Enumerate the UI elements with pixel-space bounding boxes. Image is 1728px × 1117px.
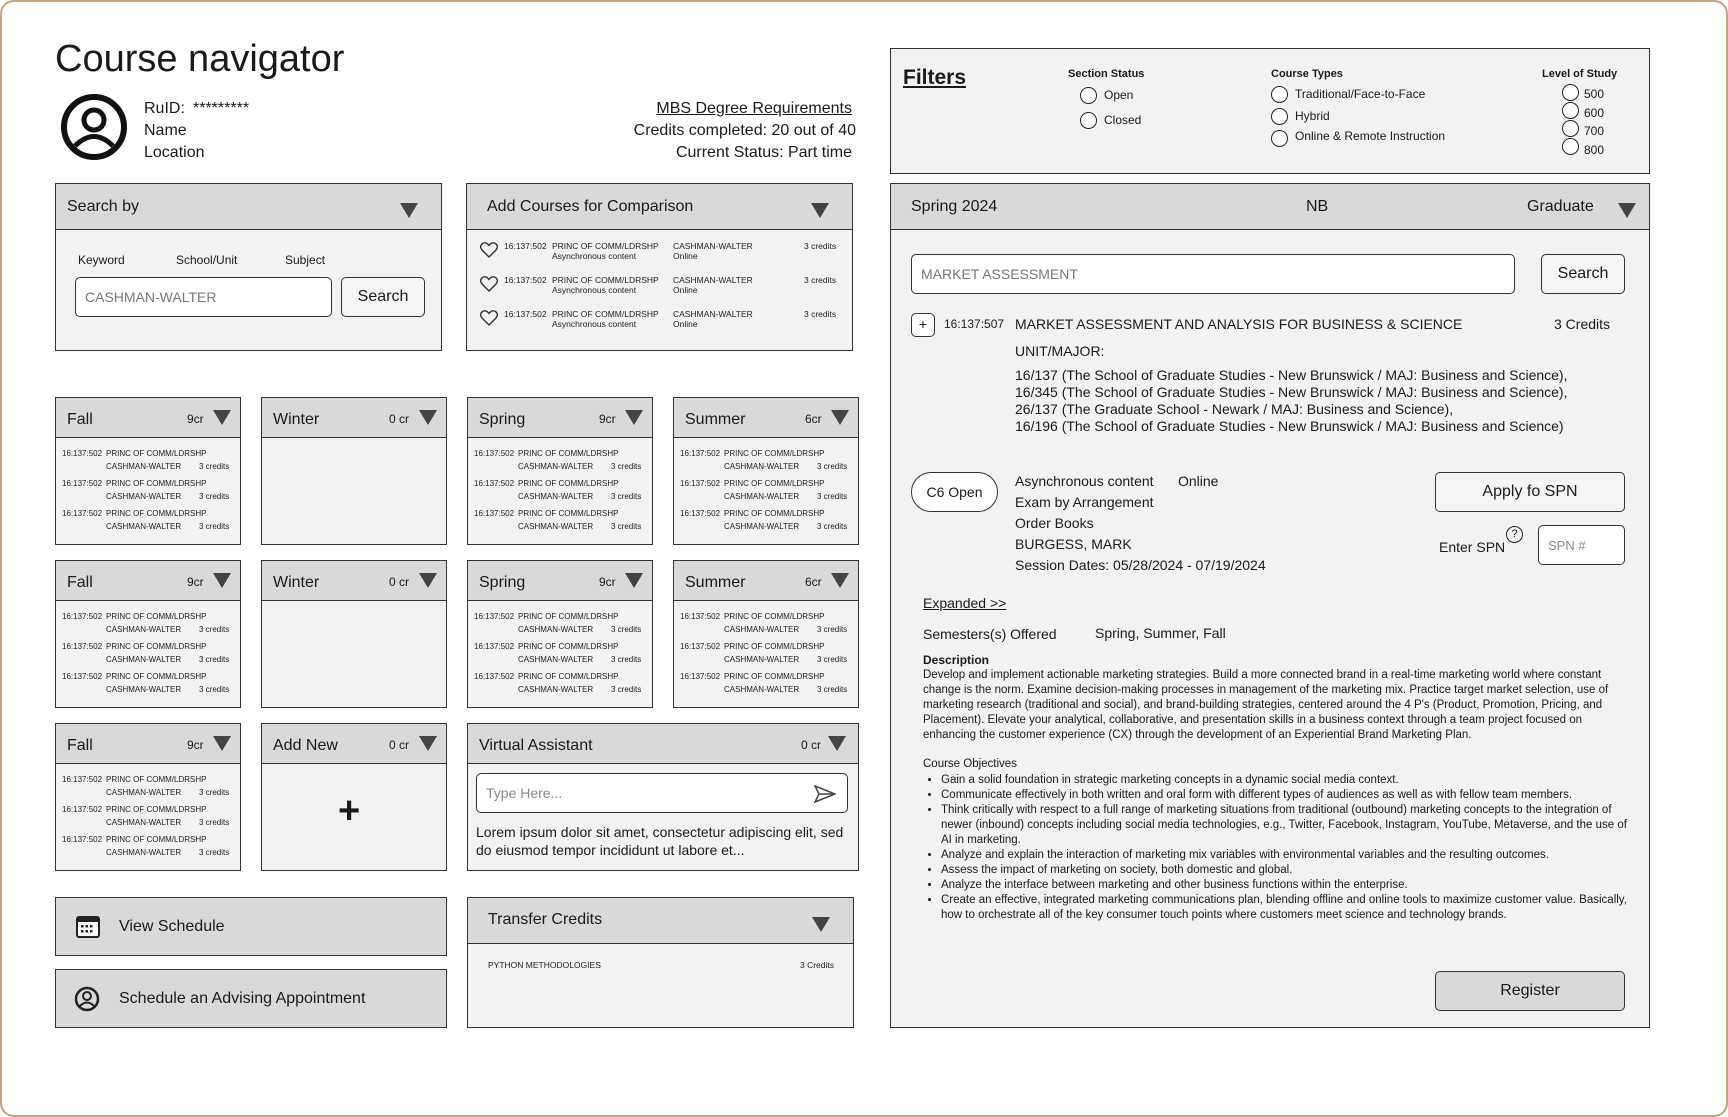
course-name: PRINC OF COMM/LDRSHP [518,479,619,488]
course-name: PRINC OF COMM/LDRSHP [518,612,619,621]
comparison-title: Add Courses for Comparison [487,198,694,215]
chevron-down-icon[interactable] [213,736,231,751]
course-instructor: CASHMAN-WALTER [673,309,753,319]
course-name: PRINC OF COMM/LDRSHP [724,509,825,518]
course-name: PRINC OF COMM/LDRSHP [552,241,659,251]
heart-icon[interactable] [480,276,498,292]
semester-course-item[interactable] [56,835,240,861]
assistant-header [468,724,858,764]
semester-card-spring [467,560,653,708]
radio-hybrid[interactable] [1271,108,1288,125]
chevron-down-icon[interactable] [1618,203,1636,218]
radio-open[interactable] [1080,87,1097,104]
course-instructor: CASHMAN-WALTER [518,522,594,531]
semester-course-item[interactable] [56,672,240,698]
unit-item: 16/196 (The School of Graduate Studies - New Brunswick / MAJ: Business and Science) [1015,418,1564,434]
objectives-list [923,773,1631,923]
course-name: PRINC OF COMM/LDRSHP [518,672,619,681]
chevron-down-icon[interactable] [213,410,231,425]
semester-course-item[interactable] [56,775,240,801]
campus-label: NB [1306,198,1329,215]
radio-level-600-label: 600 [1584,106,1605,120]
semester-course-item[interactable] [674,479,858,505]
course-credits: 3 credits [199,522,230,531]
objective-item: • Think critically with respect to a full range of marketing situations from traditional (outbound) marketing concepts to the integration of newer (inbound) concepts including social media technologies, e.g., Twitter, Facebook, Instagram, YouTube, Metaverse, and the use of AI in marketing. [941,803,1631,848]
radio-online-label: Online & Remote Instruction [1295,129,1446,143]
course-code: 16:137:502 [680,449,721,458]
radio-hybrid-label: Hybrid [1295,109,1330,123]
semester-course-item[interactable] [674,509,858,535]
transfer-title: Transfer Credits [488,911,603,928]
apply-spn-button[interactable]: Apply fo SPN [1435,472,1625,512]
credits-completed: Credits completed: 20 out of 40 [633,122,856,139]
semester-credits: 9cr [187,575,204,589]
course-credits: 3 credits [611,462,642,471]
semester-course-item[interactable] [468,509,652,535]
description-text: Develop and implement actionable marketing strategies. Build a more connected brand in a real-time marketing world where constant change is the norm. Examine decision-making processes in management of the marketing mix. Practice target market selection, use of marketing research (traditional and social), and brand-building strategies, centered around the 4 P's (Product, Promotion, Pricing, and Placement). Elevate your analytical, collaborative, and presentation skills in a business context through a team project focused on enhancing the customer experience (CX) through the development of an Experiential Brand Marketing Plan. [923,669,1609,741]
course-name: PRINC OF COMM/LDRSHP [518,642,619,651]
course-instructor: CASHMAN-WALTER [106,625,182,634]
course-name: PRINC OF COMM/LDRSHP [106,835,207,844]
course-code: 16:137:502 [62,775,103,784]
user-circle-icon [74,986,100,1012]
course-credits: 3 Credits [1554,316,1611,332]
course-code: 16:137:502 [504,241,547,251]
level-label: Graduate [1527,198,1594,215]
course-name: PRINC OF COMM/LDRSHP [106,642,207,651]
semester-course-item[interactable] [56,612,240,638]
assistant-message: Lorem ipsum dolor sit amet, consectetur adipiscing elit, sed do eiusmod tempor incididunt ut labore et... [476,824,844,858]
course-name: PRINC OF COMM/LDRSHP [106,612,207,621]
course-instructor: CASHMAN-WALTER [106,788,182,797]
course-credits: 3 credits [199,818,230,827]
detail-header[interactable] [891,184,1649,230]
exam-info: Exam by Arrangement [1015,494,1154,510]
radio-level-600[interactable] [1562,102,1579,119]
course-instructor: CASHMAN-WALTER [724,655,800,664]
course-credits: 3 credits [199,492,230,501]
course-credits: 3 credits [817,462,848,471]
semester-course-item[interactable] [674,672,858,698]
course-search-input[interactable]: MARKET ASSESSMENT [911,254,1515,294]
course-credits: 3 credits [804,309,837,319]
course-name: PRINC OF COMM/LDRSHP [106,479,207,488]
semester-card-spring [467,397,653,545]
semester-card-winter [261,397,447,545]
radio-level-500-label: 500 [1584,87,1605,101]
course-delivery: Online [673,319,698,329]
course-credits: 3 credits [817,625,848,634]
course-instructor: CASHMAN-WALTER [724,522,800,531]
course-credits: 3 credits [804,275,837,285]
semester-course-item[interactable] [56,479,240,505]
add-new-header [262,724,446,764]
course-code: 16:137:502 [474,449,515,458]
help-icon[interactable]: ? [1506,526,1523,543]
tab-subject[interactable]: Subject [285,253,326,267]
comparison-item[interactable] [467,240,852,270]
course-search-button[interactable]: Search [1541,254,1625,294]
semester-name: Fall [67,411,93,428]
course-credits: 3 credits [611,522,642,531]
semester-card-summer [673,397,859,545]
semester-credits: 9cr [187,412,204,426]
course-code: 16:137:502 [680,479,721,488]
calendar-icon [76,914,100,938]
semester-name: Fall [67,574,93,591]
radio-level-700-label: 700 [1584,124,1605,138]
course-instructor: CASHMAN-WALTER [106,818,182,827]
chevron-down-icon[interactable] [213,573,231,588]
course-instructor: CASHMAN-WALTER [518,625,594,634]
chevron-down-icon[interactable] [400,203,418,218]
radio-closed[interactable] [1080,112,1097,129]
profile-location: Location [144,144,205,161]
objective-item: • Analyze and explain the interaction of marketing mix variables with environmental variables and the resulting outcomes. [941,848,1631,863]
course-name: PRINC OF COMM/LDRSHP [106,509,207,518]
advising-label: Schedule an Advising Appointment [119,990,366,1007]
send-icon[interactable] [814,785,836,803]
course-code: 16:137:502 [62,805,103,814]
course-name: PRINC OF COMM/LDRSHP [724,449,825,458]
unit-list [1015,367,1568,435]
ruid-value: ********* [193,100,250,117]
course-credits: 3 credits [199,685,230,694]
course-credits: 3 credits [199,462,230,471]
course-detail-panel [890,183,1650,1028]
view-schedule-label: View Schedule [119,918,225,935]
profile-name: Name [144,122,187,139]
semester-name: Summer [685,574,746,591]
course-credits: 3 credits [199,655,230,664]
semester-header[interactable] [56,724,240,764]
course-credits: 3 credits [817,492,848,501]
chevron-down-icon[interactable] [812,917,830,932]
course-code: 16:137:502 [62,612,103,621]
chevron-down-icon[interactable] [831,410,849,425]
objective-item: • Communicate effectively in both written and oral form with different types of audiences as well as with fellow team members. [941,788,1631,803]
radio-traditional-label: Traditional/Face-to-Face [1295,87,1426,101]
course-code: 16:137:502 [474,672,515,681]
radio-online[interactable] [1271,130,1288,147]
course-code: 16:137:502 [474,479,515,488]
course-name: PRINC OF COMM/LDRSHP [106,805,207,814]
course-types-label: Course Types [1271,68,1343,80]
semester-course-item[interactable] [674,449,858,475]
degree-requirements-link[interactable]: MBS Degree Requirements [656,100,852,117]
course-instructor: CASHMAN-WALTER [518,492,594,501]
expand-course-button[interactable]: + [911,313,935,337]
term-label: Spring 2024 [911,198,998,215]
semester-card-fall [55,560,241,708]
course-credits: 3 credits [199,848,230,857]
course-code: 16:137:507 [944,317,1005,331]
semester-header[interactable] [56,398,240,438]
radio-traditional[interactable] [1271,86,1288,103]
unit-major-label: UNIT/MAJOR: [1015,343,1105,359]
filters-title: Filters [903,66,967,89]
course-name: PRINC OF COMM/LDRSHP [552,275,659,285]
course-code: 16:137:502 [504,275,547,285]
unit-item: 26/137 (The Graduate School - Newark / MAJ: Business and Science), [1015,401,1454,417]
semester-credits: 9cr [599,575,616,589]
tab-keyword[interactable]: Keyword [78,253,125,267]
search-by-button[interactable]: Search [341,277,425,317]
semester-card-winter [261,560,447,708]
spn-input[interactable]: SPN # [1538,525,1625,565]
delivery-mode: Online [1178,473,1219,489]
objective-item: • Assess the impact of marketing on society, both domestic and global. [941,863,1631,878]
course-instructor: CASHMAN-WALTER [518,462,594,471]
description-label: Description [923,653,990,667]
course-credits: 3 credits [817,522,848,531]
semester-course-item[interactable] [56,449,240,475]
course-credits: 3 credits [611,655,642,664]
objectives-label: Course Objectives [923,758,1017,770]
semester-credits: 6cr [805,575,822,589]
radio-level-700[interactable] [1562,120,1579,137]
comparison-item[interactable] [467,274,852,304]
course-code: 16:137:502 [474,509,515,518]
objective-item: • Create an effective, integrated marketing communications plan, blending offline and online tools to maximize customer value. Basically, how to orchestrate all of the key consumer touch points where customers meet science and technology brands. [941,893,1631,923]
course-instructor: CASHMAN-WALTER [724,462,800,471]
course-instructor: CASHMAN-WALTER [106,462,182,471]
course-credits: 3 credits [611,492,642,501]
content-type: Asynchronous content [1015,473,1154,489]
comparison-header[interactable] [467,184,852,230]
course-code: 16:137:502 [680,612,721,621]
course-mode: Asynchronous content [552,285,637,295]
add-new-panel [261,723,447,871]
tab-school-unit[interactable]: School/Unit [176,253,238,267]
semester-course-item[interactable] [56,642,240,668]
assistant-title: Virtual Assistant [479,737,593,754]
course-instructor: CASHMAN-WALTER [673,275,753,285]
semester-credits: 9cr [599,412,616,426]
semester-name: Add New [273,737,338,754]
chevron-down-icon[interactable] [828,736,846,751]
register-button[interactable]: Register [1435,971,1625,1011]
section-status-badge[interactable]: C6 Open [911,472,998,512]
semesters-offered-value: Spring, Summer, Fall [1095,625,1226,641]
session-dates: Session Dates: 05/28/2024 - 07/19/2024 [1015,557,1266,573]
course-name: PRINC OF COMM/LDRSHP [106,672,207,681]
semester-course-item[interactable] [468,612,652,638]
semester-card-summer [673,560,859,708]
search-by-input[interactable]: CASHMAN-WALTER [75,277,332,317]
course-code: 16:137:502 [680,509,721,518]
course-code: 16:137:502 [504,309,547,319]
add-new-plus-icon[interactable]: + [338,790,361,832]
chevron-down-icon[interactable] [625,573,643,588]
virtual-assistant-panel [467,723,859,871]
radio-level-500[interactable] [1562,84,1579,101]
transfer-header[interactable] [468,898,853,944]
current-status: Current Status: Part time [675,144,852,161]
course-code: 16:137:502 [474,612,515,621]
semester-course-item[interactable] [674,612,858,638]
transfer-credits-panel [467,897,854,1028]
course-code: 16:137:502 [62,449,103,458]
semester-credits: 0 cr [389,738,410,752]
course-name: PRINC OF COMM/LDRSHP [106,775,207,784]
course-name: PRINC OF COMM/LDRSHP [724,612,825,621]
view-schedule-button[interactable] [55,897,447,956]
course-instructor: CASHMAN-WALTER [518,685,594,694]
semester-header[interactable] [674,561,858,601]
ruid-label: RuID: [144,100,185,117]
heart-icon[interactable] [480,242,498,258]
order-books-link[interactable]: Order Books [1015,515,1094,531]
objective-item: • Analyze the interface between marketing and other business functions within the enterprise. [941,878,1631,893]
semester-course-item[interactable] [468,672,652,698]
course-instructor: CASHMAN-WALTER [106,655,182,664]
search-by-panel [55,183,442,351]
level-of-study-label: Level of Study [1542,68,1618,80]
course-code: 16:137:502 [680,642,721,651]
course-instructor: CASHMAN-WALTER [724,685,800,694]
course-delivery: Online [673,251,698,261]
course-delivery: Online [673,285,698,295]
course-credits: 3 credits [817,685,848,694]
course-instructor: CASHMAN-WALTER [724,625,800,634]
course-name: PRINC OF COMM/LDRSHP [518,509,619,518]
course-instructor: CASHMAN-WALTER [673,241,753,251]
course-code: 16:137:502 [474,642,515,651]
semester-name: Summer [685,411,746,428]
course-credits: 3 credits [199,788,230,797]
semester-header[interactable] [56,561,240,601]
expanded-link[interactable]: Expanded >> [923,595,1007,611]
semester-header[interactable] [262,561,446,601]
semester-course-item[interactable] [674,642,858,668]
chevron-down-icon[interactable] [811,203,829,218]
radio-closed-label: Closed [1104,113,1142,127]
radio-open-label: Open [1104,88,1134,102]
section-status-label: Section Status [1068,68,1145,80]
semester-credits: 0 cr [389,575,410,589]
course-instructor: CASHMAN-WALTER [724,492,800,501]
comparison-item[interactable] [467,308,852,338]
chevron-down-icon[interactable] [419,410,437,425]
course-mode: Asynchronous content [552,251,637,261]
filters-panel [890,48,1650,174]
radio-level-800-label: 800 [1584,143,1605,157]
semester-header[interactable] [468,561,652,601]
avatar-icon [60,93,128,161]
course-code: 16:137:502 [62,479,103,488]
course-instructor: CASHMAN-WALTER [106,522,182,531]
semester-name: Winter [273,411,320,428]
page-title: Course navigator [55,38,345,80]
objective-item: • Gain a solid foundation in strategic marketing concepts in a dynamic social media context. [941,773,1631,788]
semester-credits: 6cr [805,412,822,426]
course-mode: Asynchronous content [552,319,637,329]
semester-name: Spring [479,574,526,591]
course-credits: 3 credits [804,241,837,251]
course-instructor: CASHMAN-WALTER [106,492,182,501]
semester-credits: 9cr [187,738,204,752]
course-name: PRINC OF COMM/LDRSHP [724,672,825,681]
transfer-item-credits: 3 Credits [800,960,835,970]
chevron-down-icon[interactable] [419,736,437,751]
comparison-panel [466,183,853,351]
chevron-down-icon[interactable] [419,573,437,588]
semester-header[interactable] [674,398,858,438]
semester-header[interactable] [468,398,652,438]
course-code: 16:137:502 [62,672,103,681]
course-name: PRINC OF COMM/LDRSHP [724,479,825,488]
semester-course-item[interactable] [468,479,652,505]
transfer-item-name: PYTHON METHODOLOGIES [488,960,601,970]
assistant-input[interactable]: Type Here... [476,773,848,813]
course-name: PRINC OF COMM/LDRSHP [518,449,619,458]
course-code: 16:137:502 [62,835,103,844]
course-instructor: CASHMAN-WALTER [518,655,594,664]
course-code: 16:137:502 [680,672,721,681]
course-name: PRINC OF COMM/LDRSHP [106,449,207,458]
course-credits: 3 credits [611,685,642,694]
course-credits: 3 credits [817,655,848,664]
semester-card-fall [55,397,241,545]
radio-level-800[interactable] [1562,138,1579,155]
semester-header[interactable] [262,398,446,438]
advising-appointment-button[interactable] [55,969,447,1028]
chevron-down-icon[interactable] [625,410,643,425]
semester-name: Winter [273,574,320,591]
semester-name: Fall [67,737,93,754]
assistant-credits: 0 cr [801,738,822,752]
heart-icon[interactable] [480,310,498,326]
course-name: PRINC OF COMM/LDRSHP [552,309,659,319]
semester-course-item[interactable] [468,642,652,668]
enter-spn-label: Enter SPN [1439,539,1506,555]
course-instructor: CASHMAN-WALTER [106,685,182,694]
course-credits: 3 credits [611,625,642,634]
instructor-name: BURGESS, MARK [1015,536,1132,552]
chevron-down-icon[interactable] [831,573,849,588]
course-instructor: CASHMAN-WALTER [106,848,182,857]
semester-name: Spring [479,411,526,428]
course-code: 16:137:502 [62,509,103,518]
search-by-header[interactable] [56,184,441,230]
search-by-title: Search by [67,198,140,215]
unit-item: 16/137 (The School of Graduate Studies - New Brunswick / MAJ: Business and Science), [1015,367,1568,383]
semester-card-fall [55,723,241,871]
semester-course-item[interactable] [56,805,240,831]
semester-credits: 0 cr [389,412,410,426]
course-name: PRINC OF COMM/LDRSHP [724,642,825,651]
course-code: 16:137:502 [62,642,103,651]
semester-course-item[interactable] [468,449,652,475]
course-credits: 3 credits [199,625,230,634]
unit-item: 16/345 (The School of Graduate Studies - New Brunswick / MAJ: Business and Science), [1015,384,1568,400]
course-title: MARKET ASSESSMENT AND ANALYSIS FOR BUSINESS & SCIENCE [1015,316,1463,332]
semester-course-item[interactable] [56,509,240,535]
semesters-offered-label: Semesters(s) Offered [923,626,1057,642]
